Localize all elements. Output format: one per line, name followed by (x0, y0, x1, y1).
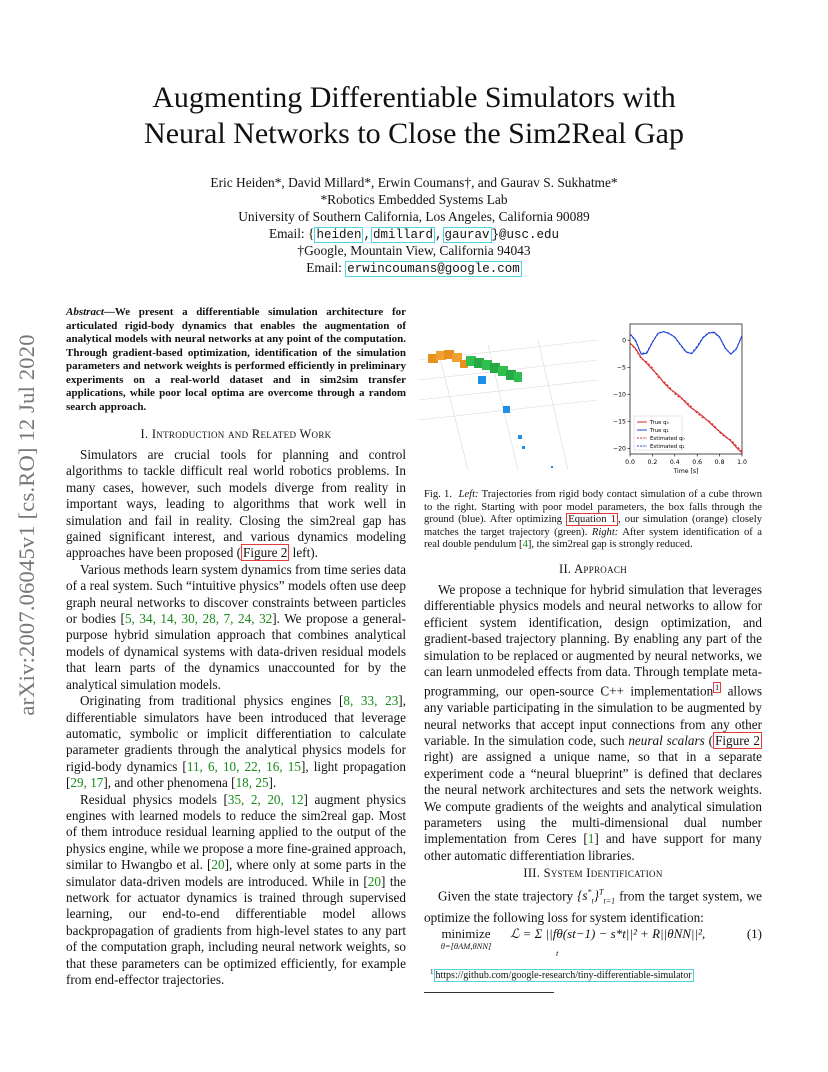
paragraph: We propose a technique for hybrid simulation that leverages differentiable physics models and neural networks to allow for efficient system identification, design optimization, and gradient-based trajectory planning. By enabling any part of the simulation to be replaced or augmented by neural networks, we can learn unmodeled effects from data. Through template meta-programming, our open-source C++ implementation $^1$ allows any variable participating in the simulation to be augmented by neural networks that accept input connections from any other variable. In the simulation code, such neural scalars ( Figure 2 right) are assigned a unique name, so that in a separate experiment code a “neural blueprint” is defined that declares the neural network architectures and sets the network weights. We compute gradients of the weights and analytical simulation parameters using the multi-dimensional dual number implementation from Ceres [1] and have support for many other automatic differentiation libraries. (424, 582, 763, 863)
email-link-heiden[interactable]: heiden (316, 228, 362, 242)
equation-number: (1) (746, 926, 762, 941)
double-pendulum-plot (608, 318, 758, 478)
affiliation-2: University of Southern California, Los Angeles, California 90089 (238, 209, 590, 224)
y-tick-label: 0 (622, 337, 626, 345)
citation-link[interactable]: 5, 34, 14, 30, 28, 7, 24, 32 (124, 611, 273, 627)
orange-trajectory (428, 350, 468, 368)
email-link-gaurav[interactable]: gaurav (444, 228, 490, 242)
abstract-text: —We present a differentiable simulation architecture for articulated rigid-body dynamics that enables the augmentation of analytical models with neural networks at any point of the computation. Through gradient-based optimization, identification of the simulation parameters and network weights is performed efficiently in preliminary experiments on a real-world dataset and in sim2sim transfer applications, while poor local optima are overcome through a random search approach. (66, 306, 406, 413)
citation-link[interactable]: 1 (587, 831, 595, 847)
citation-link[interactable]: 11, 6, 10, 22, 16, 15 (186, 758, 301, 774)
x-tick-label: 0.6 (692, 459, 703, 466)
section-heading-intro: I. Introduction and Related Work (140, 427, 332, 441)
x-tick-label: 0.0 (625, 459, 635, 466)
email-line-1: Email: { heiden , dmillard , gaurav }@usc.edu (268, 226, 560, 242)
section-heading-approach: II. Approach (558, 562, 628, 576)
citation-link[interactable]: 20 (367, 873, 381, 889)
affiliation-1: *Robotics Embedded Systems Lab (320, 192, 508, 207)
email-link-dmillard[interactable]: dmillard (372, 228, 433, 242)
x-tick-label: 0.8 (714, 459, 725, 466)
x-axis-label: Time [s] (673, 468, 699, 475)
equation-body: ℒ = Σ ||fθ(st−1) − s*t||² + R||θNN||², (510, 926, 706, 941)
citation-link[interactable]: 4 (522, 539, 528, 551)
x-tick-label: 0.4 (669, 459, 680, 466)
equation-1 (430, 924, 766, 962)
figure-ref-link[interactable]: Figure 2 (715, 733, 760, 749)
y-tick-label: −5 (616, 364, 626, 372)
figure-1-caption: Fig. 1. Left: Trajectories from rigid body contact simulation of a cube thrown to the right. Starting with poor model parameters, the box falls through the ground (blue). After optimizing Equation 1 , our simulation (orange) closely matches the target trajectory (green). Right: After system identification of a real double pendulum [4], the sim2real gap is strongly reduced. (424, 489, 763, 551)
green-trajectory (466, 356, 522, 382)
authors: Eric Heiden*, David Millard*, Erwin Coumans†, and Gaurav S. Sukhatme* (210, 175, 618, 190)
paragraph: Residual physics models [35, 2, 20, 12] augment physics engines with learned models to reduce the sim2real gap. Most of them introduce residual learning applied to the output of the physics engine, while we propose a more fine-grained approach, similar to Hwangbo et al. [20], where only at some parts in the simulator data-driven models are introduced. While in [20] the network for actuator dynamics is trained through supervised learning, our end-to-end differentiable model allows backpropagation of gradients from high-level states to any part of the computation graph, including neural network weights, so that these parameters can be optimized efficiently, for example from end-effector trajectories. (66, 791, 406, 987)
footnote-link[interactable]: 1 (715, 683, 720, 693)
citation-link[interactable]: 18, 25 (235, 775, 269, 791)
citation-link[interactable]: 8, 33, 23 (343, 693, 399, 709)
affiliation-3: †Google, Mountain View, California 94043 (297, 243, 531, 258)
sysid-text (424, 885, 762, 927)
footnote: $^1$ https://github.com/google-research/tiny-differentiable-simulator (430, 968, 692, 982)
x-tick-label: 0.2 (647, 459, 658, 466)
abstract (66, 306, 406, 414)
paragraph: Various methods learn system dynamics from time series data of a real system. Such “intuitive physics” models often use deep graph neural networks to discover constraints between particles or bodies [5, 34, 14, 30, 28, 7, 24, 32]. We propose a general-purpose hybrid simulation approach that combines analytical models of dynamical systems with data-driven residual models that learn parts of the dynamics unaccounted for by the analytical simulation models. (66, 561, 407, 692)
email-line-2: Email: erwincoumans@google.com (306, 260, 520, 276)
arxiv-stamp (14, 290, 40, 760)
footnote-url-link[interactable]: https://github.com/google-research/tiny-differentiable-simulator (435, 970, 692, 982)
legend-entry: True q₀ (650, 420, 669, 426)
citation-link[interactable]: 29, 17 (70, 775, 104, 791)
citation-link[interactable]: 35, 2, 20, 12 (227, 791, 304, 807)
section-heading-sysid: III. System Identification (523, 866, 663, 880)
y-tick-label: −15 (612, 418, 626, 426)
citation-link[interactable]: 20 (211, 857, 225, 873)
equation-ref-link[interactable]: Equation 1 (568, 514, 616, 526)
cube-trajectory-figure (408, 320, 608, 480)
y-tick-label: −10 (612, 391, 626, 399)
title-line-1: Augmenting Differentiable Simulators with (152, 81, 676, 114)
equation-subscript: θ=[θAM,θNN] (440, 941, 492, 951)
y-tick-label: −20 (612, 445, 626, 453)
paragraph: Simulators are crucial tools for planning and control algorithms to tackle difficult real world robotics problems. In many cases, however, such models diverge from reality in important ways, leading to algorithms that work well in simulation and fail in reality. Closing the sim2real gap has gained significant interest, and various dynamics modeling approaches have been proposed ( Figure 2 left). (66, 447, 406, 561)
title-line-2: Neural Networks to Close the Sim2Real Gap (144, 117, 684, 150)
abstract-label: Abstract (66, 306, 104, 318)
blue-trajectory (478, 376, 553, 468)
legend-entry: Estimated q₀ (650, 436, 685, 442)
approach-text (424, 582, 762, 864)
equation-operator: minimize (441, 926, 491, 941)
paragraph: Originating from traditional physics engines [8, 33, 23], differentiable simulators have been introduced that leverage automatic, symbolic or implicit differentiation to calculate parameter gradients through the analytical physics models for rigid-body dynamics [11, 6, 10, 22, 16, 15], light propagation [29, 17], and other phenomena [18, 25]. (66, 693, 407, 791)
equation-sum-index: t (556, 948, 559, 958)
paragraph: Given the state trajectory $\{s^*_t\}^T_{t=1}$ from the target system, we optimize the following loss for system identification: (424, 888, 762, 926)
footnote-rule (424, 992, 554, 993)
x-tick-label: 1.0 (737, 459, 747, 466)
arxiv-id: arXiv:2007.06045v1 [cs.RO] 12 Jul 2020 (14, 334, 39, 716)
intro-text (66, 447, 406, 988)
email-link-erwin[interactable]: erwincoumans@google.com (347, 262, 520, 276)
legend-entry: True q₁ (650, 428, 669, 434)
legend-entry: Estimated q₁ (650, 444, 685, 450)
paper-title (0, 80, 828, 152)
figure-ref-link[interactable]: Figure 2 (243, 545, 288, 561)
